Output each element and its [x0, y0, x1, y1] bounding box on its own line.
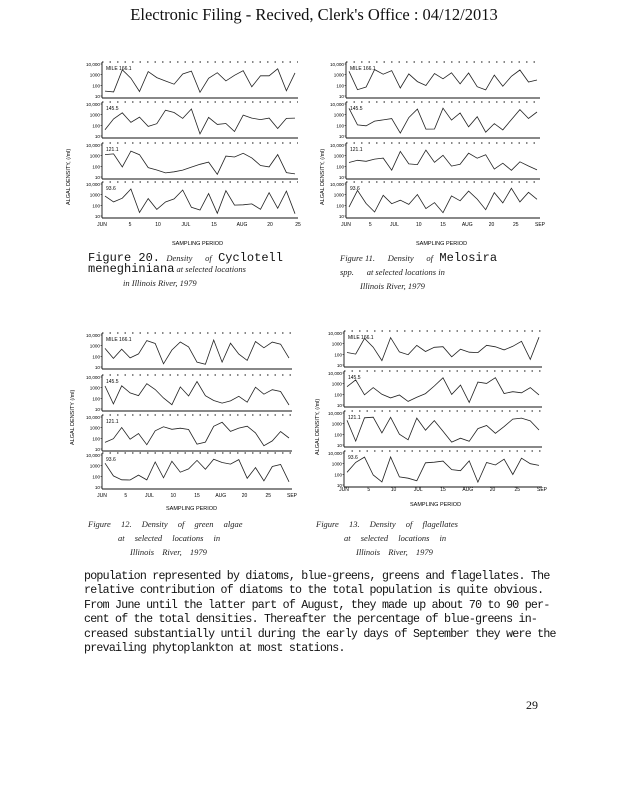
station-label: 93.6	[106, 457, 116, 463]
chart-panel	[330, 102, 540, 139]
density-trace	[349, 108, 537, 133]
chart-panel	[86, 182, 298, 219]
density-trace	[105, 459, 289, 482]
y-tick-label: 100	[92, 354, 100, 360]
chart-panel	[86, 415, 292, 452]
y-axis-label: ALGAL DENSITY, (/ml)	[66, 148, 72, 205]
y-tick-label: 10,000	[329, 182, 344, 187]
body-line: population represented by diatoms, blue-greens, greens and flagellates. The	[84, 570, 550, 583]
density-trace	[347, 417, 539, 442]
chart-panel	[86, 143, 298, 180]
figure-12-chart	[64, 325, 309, 515]
density-trace	[349, 188, 537, 212]
y-tick-label: 1000	[333, 72, 344, 78]
panels	[328, 331, 542, 488]
density-trace	[105, 422, 289, 445]
x-tick-label: 20	[241, 493, 248, 499]
y-tick-label: 10,000	[329, 62, 344, 67]
x-tick-label: AUG	[236, 222, 248, 228]
y-tick-label: 10	[94, 407, 100, 412]
y-tick-label: 1000	[333, 153, 344, 159]
station-label: 121.1	[348, 415, 361, 421]
body-line: prevailing phytoplankton at most stations.	[84, 642, 345, 656]
chart-panel	[330, 182, 540, 219]
y-tick-label: 100	[92, 83, 100, 89]
page-number: 29	[526, 698, 538, 712]
chart-panel	[86, 62, 298, 99]
figure-20-caption: Figure 20. Density of Cyclotell meneghiniana at selected locations in Illinois River, 1979	[88, 251, 283, 288]
y-axis-label: ALGAL DENSITY (/ml)	[70, 389, 76, 445]
y-tick-label: 100	[334, 352, 342, 358]
x-tick-label: 25	[265, 493, 272, 499]
y-tick-label: 10	[94, 447, 100, 452]
y-tick-label: 1000	[89, 385, 100, 391]
x-tick-label: 10	[390, 487, 397, 493]
x-tick-label: 25	[514, 487, 521, 493]
chart-panel	[330, 62, 540, 99]
x-tick-label: 15	[440, 487, 446, 493]
x-axis-label: SAMPLING PERIOD	[410, 502, 462, 508]
x-tick-label: 20	[267, 222, 273, 228]
y-tick-label: 10,000	[85, 415, 100, 420]
body-line: cent of the total densities. Thereafter the percentage of blue-greens in-	[84, 613, 538, 627]
chart-panel	[86, 333, 292, 370]
x-tick-label: 15	[440, 222, 446, 228]
body-line: From June until the latter part of August, they made up about 70 to 90 per-	[84, 598, 550, 612]
y-tick-label: 10	[338, 94, 344, 99]
panels	[86, 333, 292, 490]
y-tick-label: 100	[334, 432, 342, 438]
y-tick-label: 1000	[331, 381, 342, 387]
body-line: creased substantially until during the early days of September they were the	[84, 627, 556, 641]
y-tick-label: 1000	[89, 463, 100, 469]
y-tick-label: 1000	[331, 461, 342, 467]
y-tick-label: 10,000	[85, 333, 100, 338]
x-ticks	[339, 487, 548, 493]
density-trace	[347, 457, 539, 482]
x-axis-label: SAMPLING PERIOD	[166, 506, 218, 512]
station-label: 145.5	[106, 106, 119, 112]
y-tick-label: 100	[92, 123, 100, 129]
x-tick-label: JUL	[413, 487, 423, 493]
x-tick-label: 25	[295, 222, 301, 228]
x-tick-label: 25	[512, 222, 519, 228]
panels	[86, 62, 298, 219]
chart-panel	[330, 143, 540, 180]
x-ticks	[341, 222, 546, 228]
station-label: MILE 166.1	[106, 66, 132, 72]
y-tick-label: 10	[338, 134, 344, 139]
x-tick-label: 10	[415, 222, 422, 228]
station-label: 145.5	[106, 379, 119, 385]
x-axis-label: SAMPLING PERIOD	[172, 241, 224, 247]
y-tick-label: 10	[94, 485, 100, 490]
y-tick-label: 100	[336, 164, 344, 170]
x-tick-label: AUG	[215, 493, 227, 499]
density-trace	[349, 70, 537, 90]
y-axis-label: ALGAL DENSITY, (/ml)	[315, 398, 321, 455]
body-line: relative contribution of diatoms to the total population is quite obvious.	[84, 584, 544, 598]
y-tick-label: 100	[92, 164, 100, 170]
x-tick-label: 10	[155, 222, 161, 228]
x-tick-label: SEP	[536, 487, 548, 493]
station-label: 145.5	[348, 375, 361, 381]
x-tick-label: 15	[211, 222, 217, 228]
x-tick-label: 10	[170, 493, 177, 499]
chart-panel	[328, 331, 542, 368]
x-tick-label: 5	[367, 487, 371, 493]
x-tick-label: JUN	[339, 487, 349, 493]
x-tick-label: 15	[194, 493, 200, 499]
y-tick-label: 10,000	[85, 182, 100, 187]
y-tick-label: 10	[94, 175, 100, 180]
panels	[330, 62, 540, 219]
y-tick-label: 10,000	[327, 411, 342, 416]
density-trace	[105, 69, 295, 93]
y-tick-label: 1000	[89, 112, 100, 118]
y-tick-label: 100	[334, 392, 342, 398]
y-tick-label: 1000	[331, 341, 342, 347]
station-label: MILE 166.1	[348, 335, 374, 341]
x-tick-label: AUG	[461, 222, 473, 228]
y-tick-label: 10	[94, 134, 100, 139]
y-tick-label: 100	[336, 83, 344, 89]
y-tick-label: 10	[94, 365, 100, 370]
figure-12-caption: Figure 12. Density of green algae at selected locations in Illinois River, 1979	[88, 519, 243, 557]
y-tick-label: 1000	[89, 192, 100, 198]
y-tick-label: 10,000	[327, 451, 342, 456]
station-label: 121.1	[106, 147, 119, 153]
y-tick-label: 10	[94, 214, 100, 219]
x-tick-label: 5	[368, 222, 372, 228]
chart-panel	[86, 375, 292, 412]
y-tick-label: 10	[336, 403, 342, 408]
x-tick-label: AUG	[462, 487, 474, 493]
station-label: 121.1	[106, 419, 119, 425]
y-tick-label: 10,000	[85, 62, 100, 67]
station-label: 121.1	[350, 147, 363, 153]
y-tick-label: 10	[336, 443, 342, 448]
figure-11-caption: Figure 11. Density of Melosira spp. at selected locations in Illinois River, 1979	[340, 251, 498, 291]
x-tick-label: 5	[124, 493, 128, 499]
y-tick-label: 1000	[89, 72, 100, 78]
y-tick-label: 10,000	[329, 102, 344, 107]
station-label: MILE 166.1	[106, 337, 132, 343]
density-trace	[347, 378, 539, 403]
y-tick-label: 10,000	[85, 375, 100, 380]
y-tick-label: 1000	[333, 112, 344, 118]
density-trace	[347, 337, 539, 360]
y-tick-label: 100	[336, 203, 344, 209]
y-tick-label: 100	[92, 396, 100, 402]
density-trace	[105, 109, 295, 134]
y-tick-label: 100	[92, 203, 100, 209]
y-tick-label: 1000	[89, 425, 100, 431]
y-tick-label: 10,000	[329, 143, 344, 148]
station-label: MILE 166.1	[350, 66, 376, 72]
y-tick-label: 1000	[333, 192, 344, 198]
chart-panel	[86, 453, 292, 490]
x-tick-label: SEP	[534, 222, 546, 228]
figure-20-chart	[60, 55, 305, 250]
density-trace	[105, 189, 295, 214]
y-tick-label: 1000	[331, 421, 342, 427]
figure-13-caption: Figure 13. Density of flagellates at selected locations in Illinois River, 1979	[316, 519, 458, 557]
y-tick-label: 10,000	[85, 102, 100, 107]
x-tick-label: JUN	[341, 222, 351, 228]
density-trace	[105, 382, 289, 406]
station-label: 93.6	[350, 186, 360, 192]
x-tick-label: 5	[128, 222, 132, 228]
y-tick-label: 100	[92, 436, 100, 442]
figure-13-chart	[310, 325, 555, 515]
chart-panel	[328, 411, 542, 448]
figure-11-chart	[316, 55, 556, 250]
y-tick-label: 10,000	[327, 371, 342, 376]
station-label: 145.5	[350, 106, 363, 112]
x-tick-label: 20	[488, 222, 495, 228]
y-tick-label: 10	[336, 483, 342, 488]
y-tick-label: 10,000	[85, 453, 100, 458]
y-tick-label: 10	[94, 94, 100, 99]
chart-panel	[86, 102, 298, 139]
chart-panel	[328, 371, 542, 408]
chart-panel	[328, 451, 542, 488]
x-tick-label: JUN	[97, 222, 107, 228]
y-tick-label: 1000	[89, 343, 100, 349]
x-tick-label: JUL	[181, 222, 191, 228]
filing-header: Electronic Filing - Recived, Clerk's Office : 04/12/2013	[130, 5, 498, 24]
y-tick-label: 10	[336, 363, 342, 368]
y-tick-label: 100	[334, 472, 342, 478]
body-paragraph	[84, 570, 554, 656]
y-tick-label: 10,000	[85, 143, 100, 148]
x-ticks	[97, 222, 301, 228]
density-trace	[105, 151, 295, 174]
station-label: 93.6	[348, 455, 358, 461]
y-tick-label: 10	[338, 214, 344, 219]
y-tick-label: 100	[92, 474, 100, 480]
density-trace	[349, 150, 537, 170]
y-tick-label: 1000	[89, 153, 100, 159]
x-tick-label: JUN	[97, 493, 107, 499]
y-tick-label: 10	[338, 175, 344, 180]
x-tick-label: JUL	[390, 222, 399, 228]
x-tick-label: SEP	[286, 493, 298, 499]
y-axis-label: ALGAL DENSITY, (/ml)	[320, 148, 326, 205]
x-axis-label: SAMPLING PERIOD	[416, 241, 468, 247]
x-tick-label: 20	[489, 487, 496, 493]
density-trace	[105, 340, 289, 364]
x-tick-label: JUL	[145, 493, 154, 499]
y-tick-label: 10,000	[327, 331, 342, 336]
x-ticks	[97, 493, 298, 499]
station-label: 93.6	[106, 186, 116, 192]
y-tick-label: 100	[336, 123, 344, 129]
